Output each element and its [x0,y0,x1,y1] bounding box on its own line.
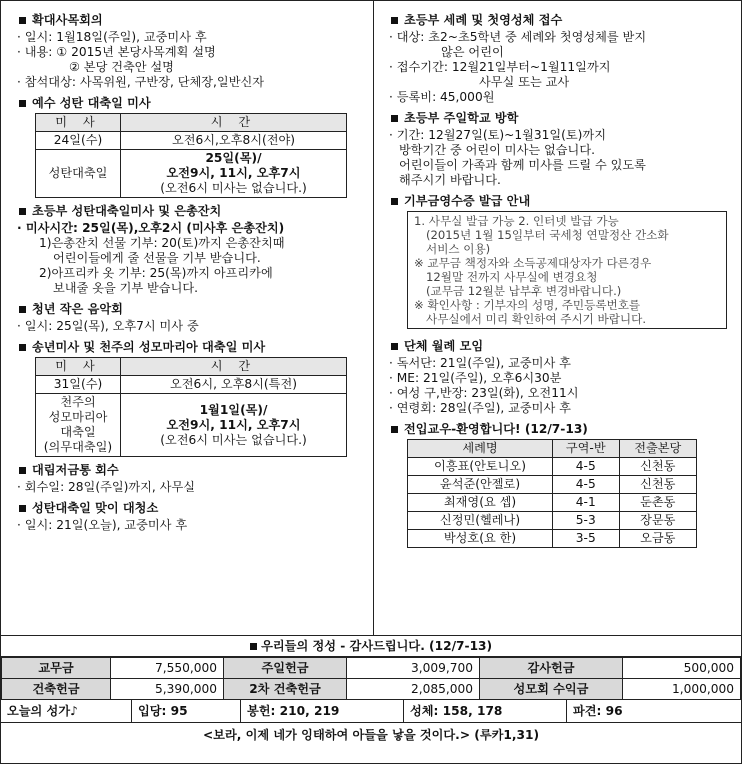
section-title: 초등부 주일학교 방학 [404,111,519,125]
text-line: 사무실 또는 교사 [479,75,570,89]
section-donation-receipt [381,194,733,329]
table-cell: 신정민(헬레나) [408,512,553,530]
text-line: 1)은총잔치 선물 기부: 20(토)까지 은총잔치때 [39,236,285,250]
bullet-square-icon [391,115,398,122]
table-row [408,530,697,548]
cell-line: 천주의 [60,395,96,409]
table-cell: 최재영(요 셉) [408,494,553,512]
table-header: 미 사 [36,114,121,132]
text-line: · 내용: ① 2015년 본당사목계획 설명 [17,45,216,59]
scripture-verse: <보라, 이제 네가 잉태하여 아들을 낳을 것이다.> (루카1,31) [202,728,540,742]
table-cell: 4-1 [553,494,620,512]
table-cell: 24일(수) [36,132,121,150]
bullet-square-icon [391,426,398,433]
bullet-square-icon [19,505,26,512]
table-cell: 장문동 [619,512,697,530]
bullet-square-icon [250,643,257,650]
hymn-recessional: 파견: 96 [573,704,623,718]
text-line: · 등록비: 45,000원 [389,90,495,104]
hymn-communion: 성체: 158, 178 [404,700,567,722]
text-line: 어린이들에게 줄 선물을 기부 받습니다. [53,251,261,265]
text-line: · 일시: 21일(오늘), 교중미사 후 [17,518,188,532]
table-header: 전출본당 [619,440,697,458]
table-cell: 박성호(요 한) [408,530,553,548]
offering-value: 3,009,700 [347,658,480,679]
box-line: 1. 사무실 발급 가능 2. 인터넷 발급 가능 [414,214,619,228]
table-row [408,512,697,530]
cell-line: 1월1일(목)/ [199,402,268,417]
column-divider [373,1,374,635]
table-cell: 3-5 [553,530,620,548]
table-cell: 신천동 [619,458,697,476]
box-line: ※ 확인사항 : 기부자의 성명, 주민등록번호를 [414,298,641,312]
text-line: 해주시기 바랍니다. [399,173,501,187]
section-pastoral-meeting [9,13,365,90]
bullet-square-icon [391,198,398,205]
box-line: 서비스 이용) [426,242,491,256]
table-cell: 오전6시,오후8시(전야) [121,132,347,150]
offering-value: 500,000 [623,658,741,679]
hymns-label: 오늘의 성가♪ [1,700,132,722]
offering-value: 1,000,000 [623,679,741,700]
table-header: 미 사 [36,358,121,376]
thanks-header [1,636,741,657]
offering-section [1,635,741,747]
offering-label: 주일헌금 [224,658,347,679]
table-cell: 5-3 [553,512,620,530]
cell-line: 오전9시, 11시, 오후7시 [166,417,301,432]
cell-line: (오전6시 미사는 없습니다.) [160,181,307,195]
section-title: 초등부 성탄대축일미사 및 은총잔치 [32,204,222,218]
offering-label: 건축헌금 [2,679,111,700]
text-line: 방학기간 중 어린이 미사는 없습니다. [399,143,595,157]
christmas-mass-table [35,113,347,198]
text-line: · ME: 21일(주일), 오후6시30분 [389,371,562,385]
table-row [408,476,697,494]
section-welcome-newcomers [381,422,733,548]
bullet-square-icon [19,100,26,107]
table-cell [121,394,347,457]
table-cell: 4-5 [553,458,620,476]
cell-line: (의무대축일) [43,440,113,454]
box-line: (교무금 12월분 납부후 변경바랍니다.) [426,284,622,298]
text-line: · 기간: 12월27일(토)~1월31일(토)까지 [389,128,606,142]
text-line: 2)아프리카 옷 기부: 25(목)까지 아프리카에 [39,266,273,280]
table-header: 세례명 [408,440,553,458]
section-title: 예수 성탄 대축일 미사 [32,96,151,110]
text-line: · 일시: 1월18일(주일), 교중미사 후 [17,30,207,44]
text-line: · 연령회: 28일(주일), 교중미사 후 [389,401,571,415]
table-cell: 신천동 [619,476,697,494]
table-cell: 성탄대축일 [36,150,121,198]
text-line: · 독서단: 21일(주일), 교중미사 후 [389,356,571,370]
text-line: 않은 어린이 [441,45,504,59]
table-cell: 오금동 [619,530,697,548]
table-cell: 둔촌동 [619,494,697,512]
section-title: 확대사목회의 [32,13,103,27]
bullet-square-icon [391,17,398,24]
left-column [9,9,365,539]
text-line: 보내줄 옷을 기부 받습니다. [53,281,199,295]
text-line: · 대상: 초2~초5학년 중 세례와 첫영성체를 받지 [389,30,647,44]
offering-label: 감사헌금 [480,658,623,679]
section-sunday-school-break [381,111,733,188]
offering-value: 5,390,000 [111,679,224,700]
section-title: 대림저금통 회수 [32,463,119,477]
section-baptism-registration [381,13,733,105]
section-christmas-mass [9,96,365,198]
table-cell [36,394,121,457]
table-cell: 31일(수) [36,376,121,394]
text-line: · 회수일: 28일(주일)까지, 사무실 [17,480,195,494]
table-header: 구역-반 [553,440,620,458]
text-line: 어린이들이 가족과 함께 미사를 드릴 수 있도록 [399,158,646,172]
table-cell: 윤석준(안젤로) [408,476,553,494]
section-monthly-meetings [381,339,733,416]
text-line: · 여성 구,반장: 23일(화), 오전11시 [389,386,579,400]
box-line: ※ 교무금 책정자와 소득공제대상자가 다른경우 [414,256,652,270]
box-line: 12월말 전까지 사무실에 변경요청 [426,270,598,284]
section-advent-piggybank [9,463,365,495]
table-row [408,458,697,476]
bullet-square-icon [19,306,26,313]
bullet-square-icon [19,208,26,215]
section-youth-concert [9,302,365,334]
table-cell: 4-5 [553,476,620,494]
hymn-offertory: 봉헌: 210, 219 [241,700,404,722]
section-children-christmas [9,204,365,296]
table-cell [121,150,347,198]
section-title: 기부금영수증 발급 안내 [404,194,531,208]
text-line: · 미사시간: 25일(목),오후2시 (미사후 은총잔치) [17,221,285,235]
offering-label: 교무금 [2,658,111,679]
offering-label: 성모회 수익금 [480,679,623,700]
bullet-square-icon [19,467,26,474]
cell-line: 25일(목)/ [205,151,262,165]
cell-line: 성모마리아 [48,410,108,424]
section-title: 청년 작은 음악회 [32,302,123,316]
box-line: 사무실에서 미리 확인하여 주시기 바랍니다. [426,312,647,326]
bullet-square-icon [391,343,398,350]
section-new-year-mass [9,340,365,457]
section-title: 성탄대축일 맞이 대청소 [32,501,159,515]
table-header: 시 간 [121,358,347,376]
section-title: 단체 월례 모임 [404,339,484,353]
table-cell: 이흥표(안토니오) [408,458,553,476]
text-line: · 일시: 25일(목), 오후7시 미사 중 [17,319,199,333]
offering-label: 2차 건축헌금 [224,679,347,700]
table-row [408,494,697,512]
text-line: ② 본당 건축안 설명 [69,60,174,74]
receipt-info-box [407,211,727,329]
text-line: · 접수기간: 12월21일부터~1월11일까지 [389,60,611,74]
box-line: (2015년 1월 15일부터 국세청 연말정산 간소화 [426,228,669,242]
cell-line: 대축일 [60,425,96,439]
hymns-row [1,700,741,723]
bullet-square-icon [19,17,26,24]
thanks-title: 우리들의 정성 - 감사드립니다. (12/7-13) [261,639,493,653]
newcomers-table [407,439,697,548]
table-header: 시 간 [121,114,347,132]
text-line: · 참석대상: 사목위원, 구반장, 단체장,일반신자 [17,75,265,89]
section-cleaning [9,501,365,533]
new-year-mass-table [35,357,347,457]
section-title: 송년미사 및 천주의 성모마리아 대축일 미사 [32,340,266,354]
right-column [381,9,733,554]
bullet-square-icon [19,344,26,351]
offering-table [1,657,741,700]
table-cell: 오전6시, 오후8시(특전) [121,376,347,394]
cell-line: 오전9시, 11시, 오후7시 [166,166,301,180]
hymn-entry: 입당: 95 [132,700,241,722]
section-title: 전입교우-환영합니다! (12/7-13) [404,422,588,436]
cell-line: (오전6시 미사는 없습니다.) [160,432,307,447]
offering-value: 7,550,000 [111,658,224,679]
section-title: 초등부 세례 및 첫영성체 접수 [404,13,563,27]
offering-value: 2,085,000 [347,679,480,700]
